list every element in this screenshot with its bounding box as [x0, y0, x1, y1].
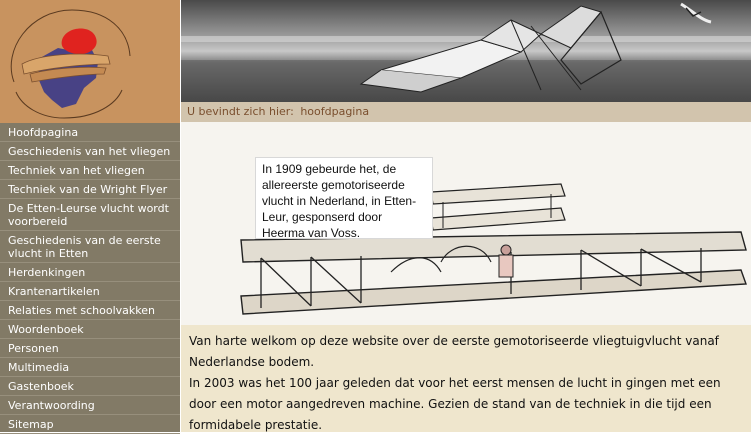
welcome-paragraph: Van harte welkom op deze website over de eerste gemotoriseerde vliegtuigvlucht vanaf Nederlandse bodem.	[189, 334, 719, 369]
logo-emblem-icon	[0, 0, 180, 123]
nav-item-geschiedenis-van-het-vliegen[interactable]: Geschiedenis van het vliegen	[0, 142, 180, 161]
breadcrumb	[181, 102, 751, 122]
nav-item-woordenboek[interactable]: Woordenboek	[0, 320, 180, 339]
nav-item-etten-leurse-vlucht[interactable]: De Etten-Leurse vlucht wordt voorbereid	[0, 199, 180, 231]
site-logo[interactable]	[0, 0, 180, 123]
nav-item-herdenkingen[interactable]: Herdenkingen	[0, 263, 180, 282]
nav-item-relaties-schoolvakken[interactable]: Relaties met schoolvakken	[0, 301, 180, 320]
nav-item-sitemap[interactable]: Sitemap	[0, 415, 180, 434]
nav-item-gastenboek[interactable]: Gastenboek	[0, 377, 180, 396]
glider-photo-image	[181, 0, 751, 102]
nav-item-techniek-van-het-vliegen[interactable]: Techniek van het vliegen	[0, 161, 180, 180]
sidebar-nav	[0, 123, 180, 432]
header-banner-photo	[181, 0, 751, 102]
nav-item-techniek-wright-flyer[interactable]: Techniek van de Wright Flyer	[0, 180, 180, 199]
history-paragraph: In 2003 was het 100 jaar geleden dat voor het eerst mensen de lucht in gingen met een door een motor aangedreven machine. Gezien de stand van de techniek in die tijd een formidabele prestatie.	[189, 376, 721, 432]
nav-item-hoofdpagina[interactable]: Hoofdpagina	[0, 123, 180, 142]
welcome-content	[181, 325, 751, 432]
nav-item-krantenartikelen[interactable]: Krantenartikelen	[0, 282, 180, 301]
breadcrumb-current[interactable]: hoofdpagina	[300, 105, 370, 118]
intro-caption-box: In 1909 gebeurde het, de allereerste gemotoriseerde vlucht in Nederland, in Etten-Leur, gesponserd door Heerma van Voss.	[255, 157, 433, 239]
breadcrumb-label: U bevindt zich hier:	[187, 105, 294, 118]
nav-item-personen[interactable]: Personen	[0, 339, 180, 358]
nav-item-verantwoording[interactable]: Verantwoording	[0, 396, 180, 415]
nav-item-geschiedenis-eerste-vlucht[interactable]: Geschiedenis van de eerste vlucht in Etten	[0, 231, 180, 263]
nav-item-multimedia[interactable]: Multimedia	[0, 358, 180, 377]
